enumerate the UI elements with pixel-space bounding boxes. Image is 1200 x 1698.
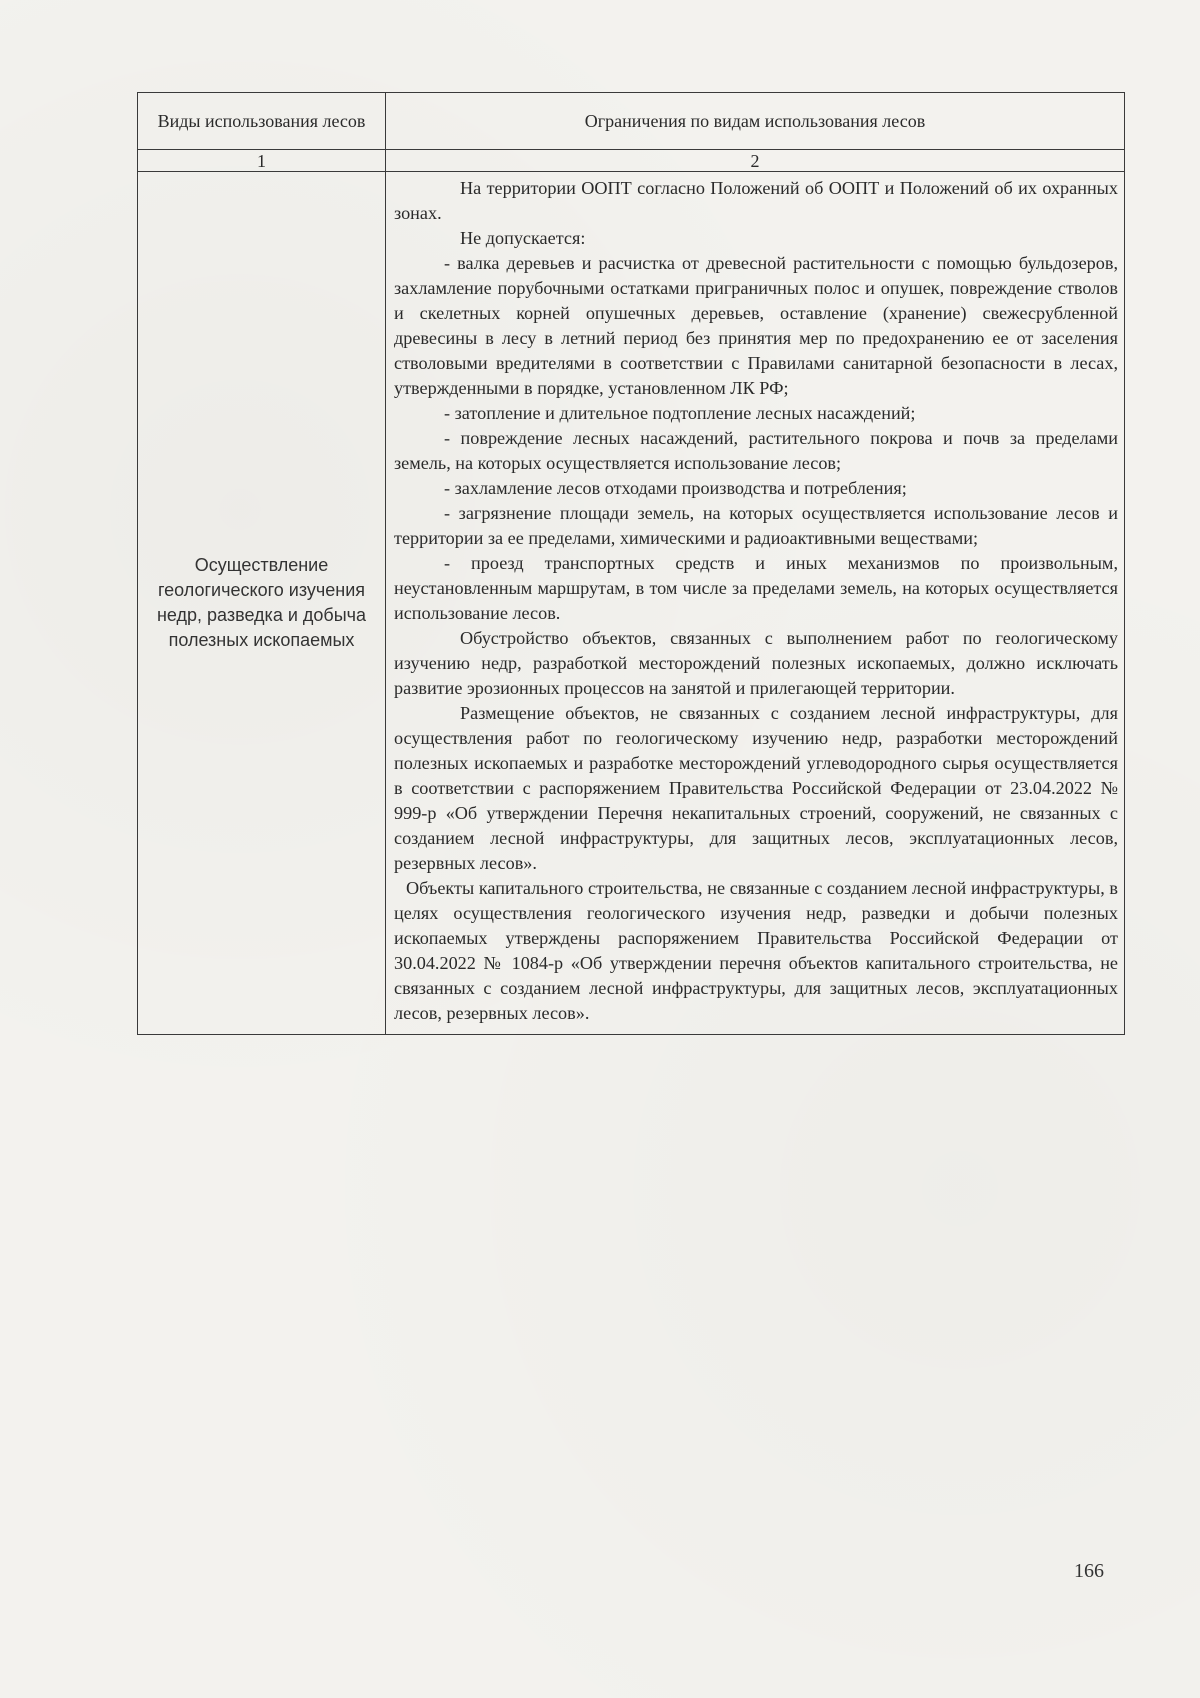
header-usage-type: Виды использования лесов (138, 93, 386, 150)
restriction-paragraph: - валка деревьев и расчистка от древесной растительности с помощью бульдозеров, захламление порубочными остатками приграничных полос и опушек, повреждение стволов и скелетных корней опушечных деревьев, оставление (хранение) свежесрубленной древесины в лесу в летний период без принятия мер по предохранению ее от заселения стволовыми вредителями в соответствии с Правилами санитарной безопасности в лесах, утвержденными в порядке, установленном ЛК РФ; (394, 253, 1118, 398)
restriction-paragraph: - захламление лесов отходами производства и потребления; (444, 478, 907, 498)
usage-type-cell: Осуществление геологического изучения недр, разведка и добыча полезных ископаемых (138, 172, 386, 1035)
restriction-paragraph: - затопление и длительное подтопление лесных насаждений; (444, 403, 916, 423)
column-number-1: 1 (138, 150, 386, 172)
restriction-paragraph: Размещение объектов, не связанных с созданием лесной инфраструктуры, для осуществления работ по геологическому изучению недр, разработки месторождений полезных ископаемых и разработке месторождений углеводородного сырья осуществляется в соответствии с распоряжением Правительства Российской Федерации от 23.04.2022 № 999-р «Об утверждении Перечня некапитальных строений, сооружений, не связанных с созданием лесной инфраструктуры, для защитных лесов, эксплуатационных лесов, резервных лесов». (394, 703, 1118, 873)
restriction-paragraph: - загрязнение площади земель, на которых осуществляется использование лесов и территории за ее пределами, химическими и радиоактивными веществами; (394, 503, 1118, 548)
forest-use-restrictions-table (137, 92, 1125, 1035)
header-restrictions: Ограничения по видам использования лесов (386, 93, 1125, 150)
table-header-row (138, 93, 1125, 150)
page-number: 166 (1074, 1560, 1104, 1582)
table-row (138, 172, 1125, 1035)
restriction-paragraph: Обустройство объектов, связанных с выполнением работ по геологическому изучению недр, разработкой месторождений полезных ископаемых, должно исключать развитие эрозионных процессов на занятой и прилегающей территории. (394, 628, 1118, 698)
restriction-paragraph: На территории ООПТ согласно Положений об ООПТ и Положений об их охранных зонах. (394, 178, 1118, 223)
restriction-paragraph: - повреждение лесных насаждений, растительного покрова и почв за пределами земель, на которых осуществляется использование лесов; (394, 428, 1118, 473)
restriction-paragraph: Объекты капитального строительства, не связанные с созданием лесной инфраструктуры, в целях осуществления геологического изучения недр, разведки и добычи полезных ископаемых утверждены распоряжением Правительства Российской Федерации от 30.04.2022 № 1084-р «Об утверждении перечня объектов капитального строительства, не связанных с созданием лесной инфраструктуры, для защитных лесов, эксплуатационных лесов, резервных лесов». (394, 878, 1118, 1023)
restriction-paragraph: - проезд транспортных средств и иных механизмов по произвольным, неустановленным маршрутам, в том числе за пределами земель, на которых осуществляется использование лесов. (394, 553, 1118, 623)
restriction-paragraph: Не допускается: (460, 228, 586, 248)
table-numbering-row (138, 150, 1125, 172)
restrictions-cell (386, 172, 1125, 1035)
column-number-2: 2 (386, 150, 1125, 172)
